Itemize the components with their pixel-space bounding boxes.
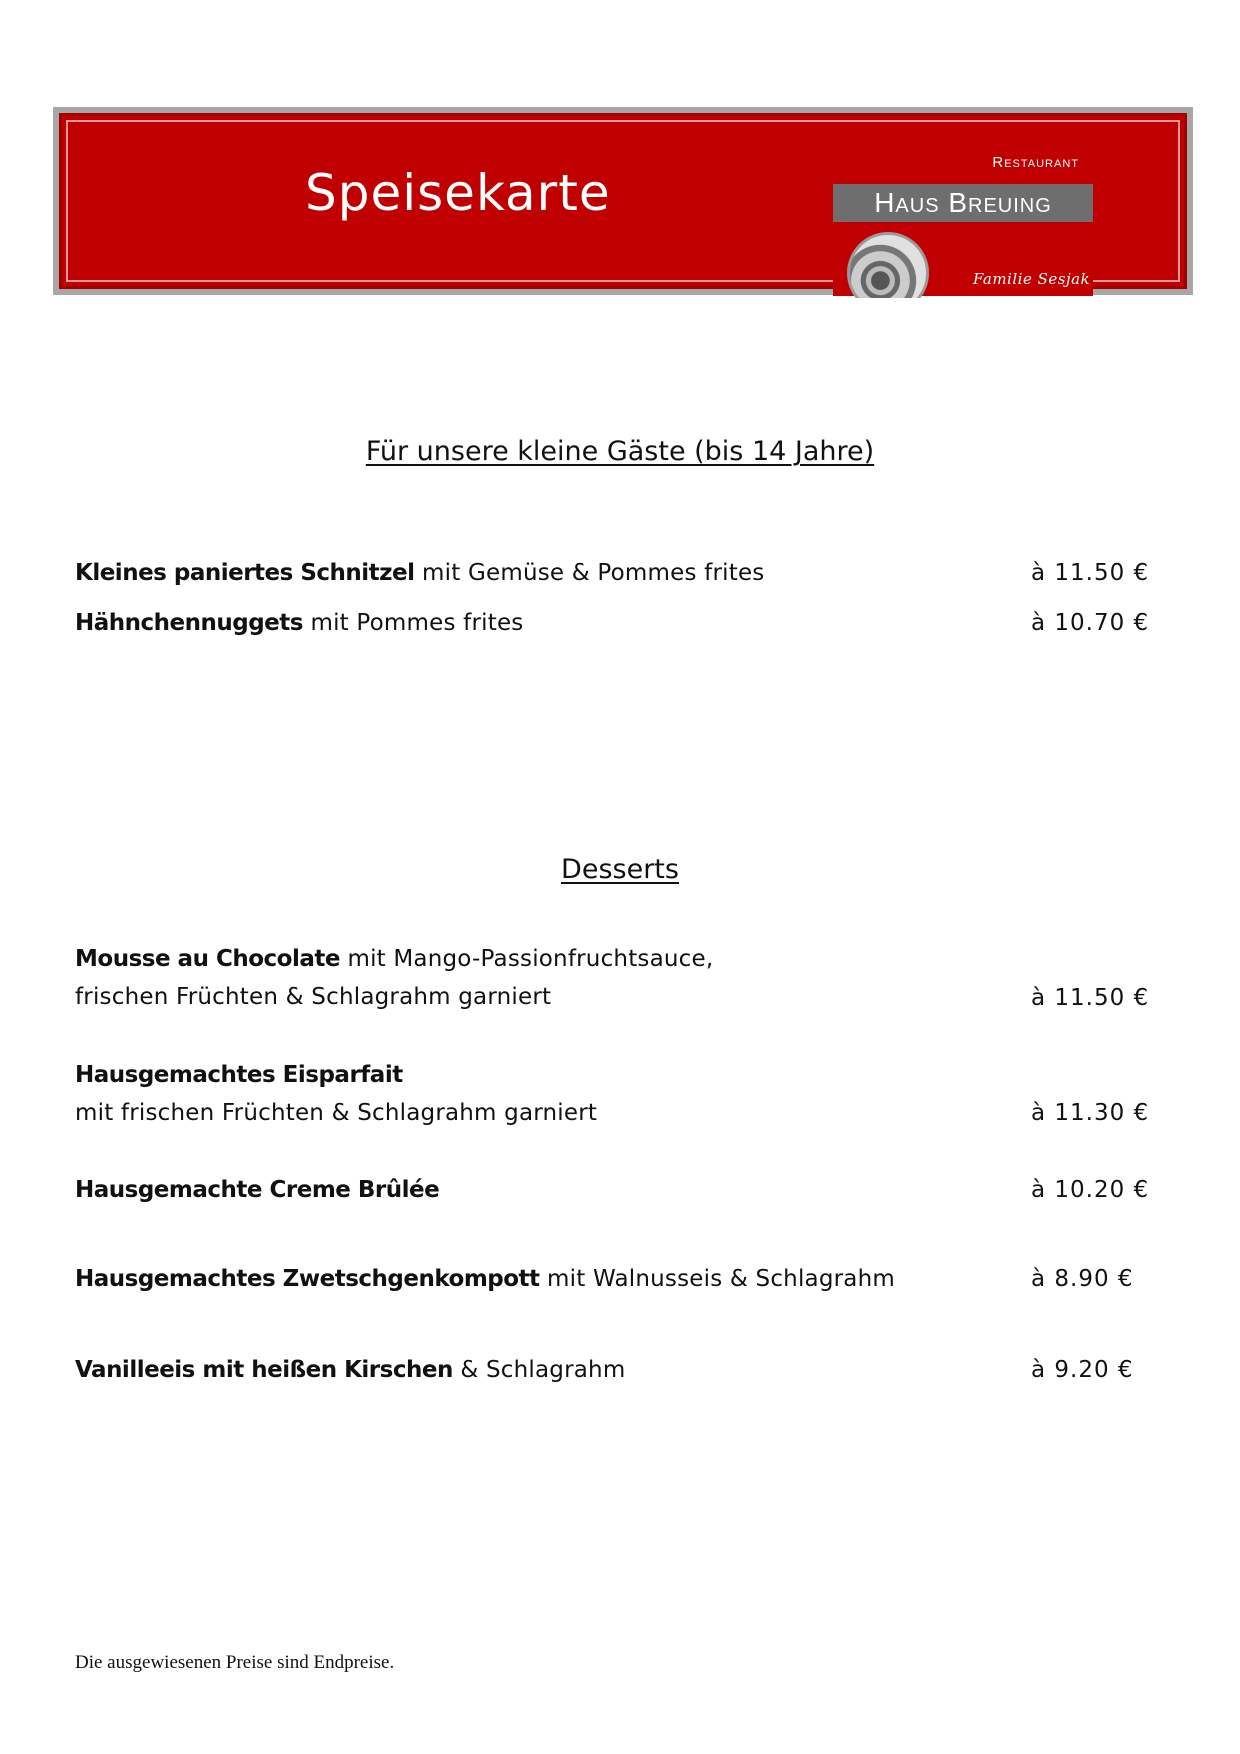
item-price: à 9.20 € [1031, 1357, 1134, 1383]
item-name: Vanilleeis mit heißen Kirschen [75, 1357, 453, 1383]
item-name: Mousse au Chocolate [75, 946, 340, 972]
item-description: & Schlagrahm [452, 1357, 626, 1383]
logo-subtitle: Restaurant [992, 154, 1079, 171]
menu-item [75, 1351, 1155, 1389]
logo-signature: Familie Sesjak [973, 270, 1091, 288]
item-description-line2: mit frischen Früchten & Schlagrahm garniert [75, 1100, 598, 1126]
restaurant-logo [833, 140, 1095, 300]
item-price: à 11.30 € [1031, 1100, 1150, 1126]
item-price: à 8.90 € [1031, 1266, 1134, 1292]
page-title: Speisekarte [305, 164, 611, 222]
price-footnote: Die ausgewiesenen Preise sind Endpreise. [75, 1652, 395, 1673]
menu-item [75, 554, 1155, 592]
item-name: Hausgemachtes Zwetschgenkompott [75, 1266, 540, 1292]
banner-panel [59, 113, 1187, 289]
item-price: à 10.70 € [1031, 610, 1150, 636]
menu-item [75, 1056, 1155, 1132]
building-emblem-icon [847, 232, 929, 298]
logo-name: Haus Breuing [833, 184, 1093, 222]
item-name: Hähnchennuggets [75, 610, 303, 636]
section-title-kids: Für unsere kleine Gäste (bis 14 Jahre) [365, 436, 875, 467]
menu-item [75, 1260, 1155, 1298]
item-description: mit Gemüse & Pommes frites [414, 560, 765, 586]
item-name: Hausgemachte Creme Brûlée [75, 1177, 440, 1203]
menu-item [75, 1171, 1155, 1209]
header-banner [53, 107, 1193, 295]
item-description: mit Pommes frites [302, 610, 524, 636]
item-description: mit Mango-Passionfruchtsauce, [339, 946, 714, 972]
section-title-desserts: Desserts [561, 854, 679, 885]
item-price: à 10.20 € [1031, 1177, 1150, 1203]
item-name: Hausgemachtes Eisparfait [75, 1062, 403, 1088]
item-description-line2: frischen Früchten & Schlagrahm garniert [75, 984, 552, 1010]
item-description: mit Walnusseis & Schlagrahm [539, 1266, 895, 1292]
item-price: à 11.50 € [1031, 560, 1150, 586]
menu-item [75, 604, 1155, 642]
item-price: à 11.50 € [1031, 985, 1150, 1011]
menu-item [75, 940, 1155, 1016]
item-name: Kleines paniertes Schnitzel [75, 560, 415, 586]
